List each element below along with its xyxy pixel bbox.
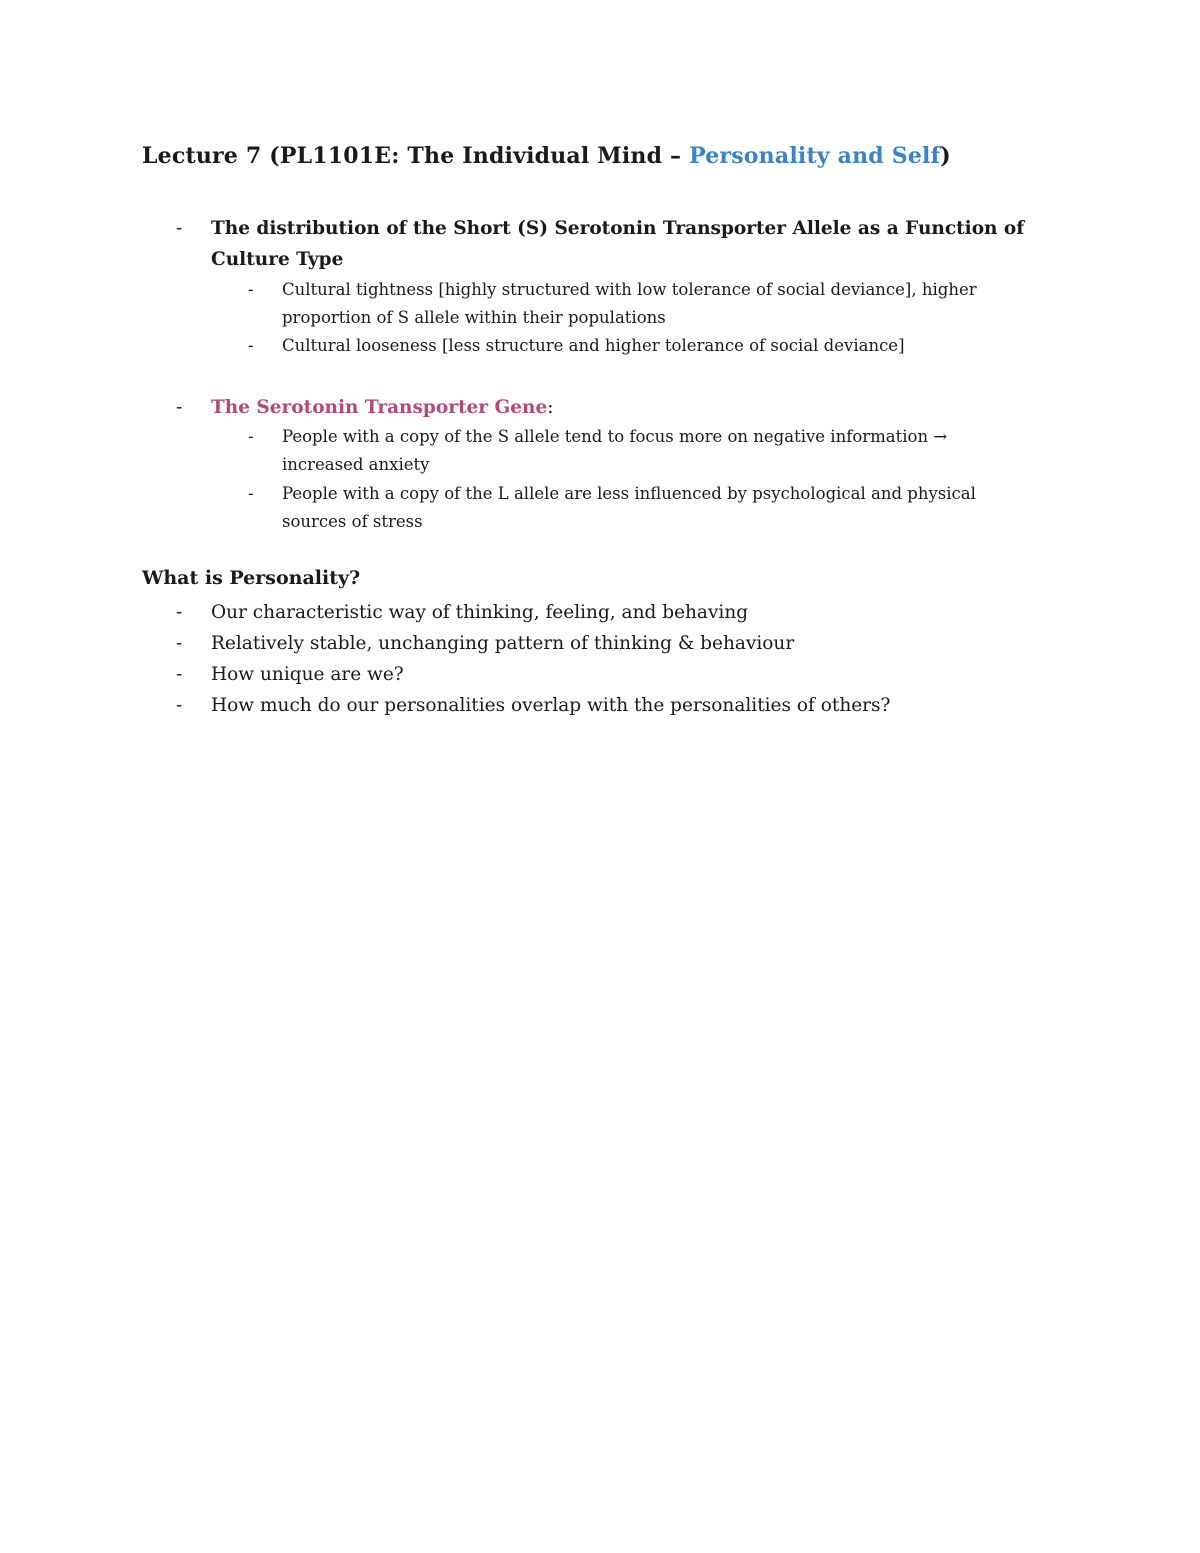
section2-point-1-line2: increased anxiety [282,455,430,474]
section1-point-2-line1: Cultural looseness [less structure and higher tolerance of social deviance] [282,336,905,355]
sub-bullet-dash: - [248,336,254,355]
section2-point-2-line1: People with a copy of the L allele are less influenced by psychological and physical [282,484,976,503]
section1-point-1-line2: proportion of S allele within their populations [282,308,666,327]
section3-point-4: How much do our personalities overlap with the personalities of others? [211,695,891,716]
section2-point-1 [282,423,947,479]
section2-point-2-line2: sources of stress [282,512,423,531]
section1-heading-line1: The distribution of the Short (S) Serotonin Transporter Allele as a Function of [211,218,1025,239]
section3-heading: What is Personality? [142,567,361,589]
sub-bullet-dash: - [248,427,254,446]
section1-heading [211,213,1024,275]
page-title [142,143,951,169]
bullet-dash: - [176,218,183,239]
sub-bullet-dash: - [248,484,254,503]
title-prefix: Lecture 7 (PL1101E: The Individual Mind – [142,143,690,169]
title-suffix: ) [940,143,951,169]
section2-heading [211,392,553,423]
section2-heading-colon: : [547,397,554,418]
bullet-dash: - [176,664,183,685]
section3-point-1: Our characteristic way of thinking, feeling, and behaving [211,602,749,623]
section2-heading-text: The Serotonin Transporter Gene [211,397,548,418]
sub-bullet-dash: - [248,280,254,299]
title-accent: Personality and Self [689,143,941,169]
section1-point-2 [282,332,905,360]
bullet-dash: - [176,633,183,654]
section3-point-2: Relatively stable, unchanging pattern of thinking & behaviour [211,633,795,654]
section3-point-3: How unique are we? [211,664,404,685]
section1-point-1-line1: Cultural tightness [highly structured with low tolerance of social deviance], higher [282,280,977,299]
bullet-dash: - [176,397,183,418]
bullet-dash: - [176,695,183,716]
section2-point-2 [282,480,976,536]
bullet-dash: - [176,602,183,623]
section1-heading-line2: Culture Type [211,249,344,270]
section2-point-1-line1: People with a copy of the S allele tend to focus more on negative information → [282,427,948,446]
section1-point-1 [282,276,977,332]
